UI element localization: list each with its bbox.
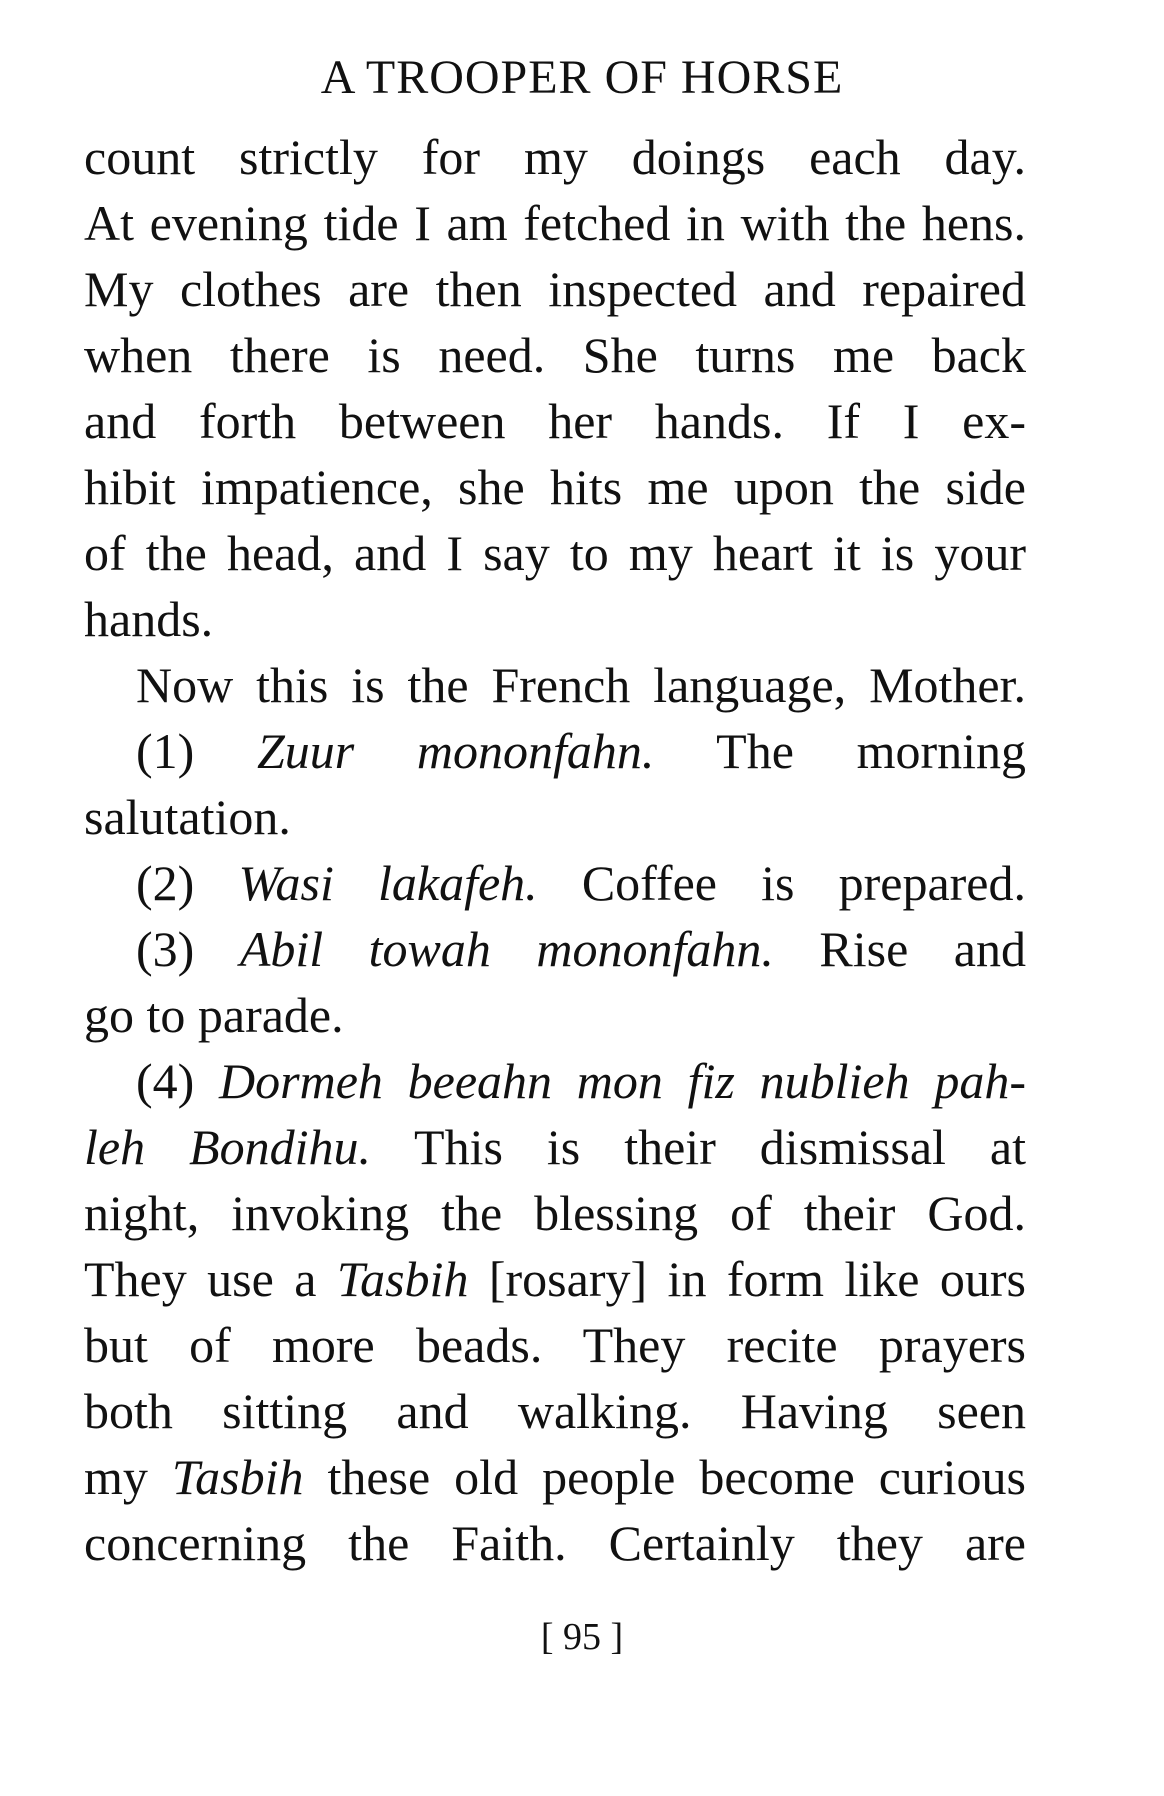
text-line: (2) Wasi lakafeh. Coffee is prepared. (136, 855, 1026, 911)
text-line: both sitting and walking. Having seen (84, 1383, 1026, 1439)
page-number: [ 95 ] (540, 1616, 624, 1658)
italic-term: Tasbih (171, 1449, 304, 1505)
body-text (84, 124, 1026, 1576)
text-line: My clothes are then inspected and repaired (84, 261, 1026, 317)
text-line: count strictly for my doings each day. (84, 129, 1026, 185)
text-line: At evening tide I am fetched in with the hens. (84, 195, 1026, 251)
text-line: salutation. (84, 789, 291, 845)
running-head: A TROOPER OF HORSE (320, 51, 844, 104)
text-line: my Tasbih these old people become curious (84, 1449, 1026, 1505)
text-line: They use a Tasbih [rosary] in form like ours (84, 1251, 1026, 1307)
text-line: leh Bondihu. This is their dismissal at (84, 1119, 1026, 1175)
text-line: and forth between her hands. If I ex- (84, 393, 1026, 449)
text-line: but of more beads. They recite prayers (84, 1317, 1026, 1373)
text-line: of the head, and I say to my heart it is your (84, 525, 1026, 581)
french-phrase: Dormeh beeahn mon fiz nublieh pah- (219, 1053, 1026, 1109)
text-line: concerning the Faith. Certainly they are (84, 1515, 1026, 1571)
text-line: (3) Abil towah mononfahn. Rise and (136, 921, 1026, 977)
text-line: (1) Zuur mononfahn. The morning (136, 723, 1026, 779)
french-phrase: Wasi lakafeh. (238, 855, 538, 911)
italic-term: Tasbih (336, 1251, 469, 1307)
text-line: go to parade. (84, 987, 344, 1043)
text-line: Now this is the French language, Mother. (136, 657, 1026, 713)
french-phrase: Abil towah mononfahn. (239, 921, 774, 977)
text-line: when there is need. She turns me back (84, 327, 1026, 383)
french-phrase: leh Bondihu. (84, 1119, 371, 1175)
text-line: hands. (84, 591, 214, 647)
text-line: night, invoking the blessing of their God. (84, 1185, 1026, 1241)
text-line: (4) Dormeh beeahn mon fiz nublieh pah- (136, 1053, 1026, 1109)
text-line: hibit impatience, she hits me upon the side (84, 459, 1026, 515)
french-phrase: Zuur mononfahn. (256, 723, 655, 779)
